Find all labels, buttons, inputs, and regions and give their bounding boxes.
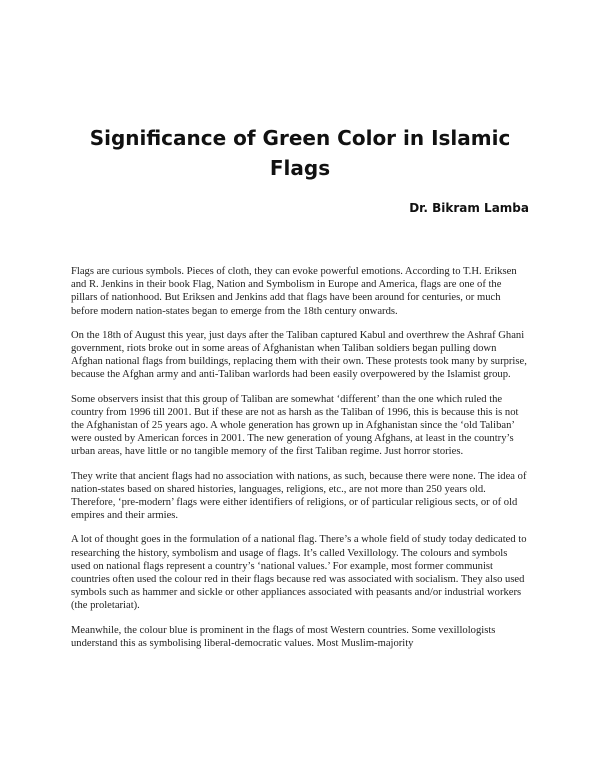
paragraph: Some observers insist that this group of Taliban are somewhat ‘different’ than the one which ruled the country from 1996 till 2001. But if these are not as harsh as the Taliban of 1996, this is because this is not the Afghanistan of 25 years ago. A whole generation has grown up in Afghanistan since the ‘old Taliban’ were ousted by American forces in 2001. The new generation of young Afghans, at least in the country’s urban areas, have little or no tangible memory of the first Taliban regime. Just horror stories. bbox=[71, 393, 519, 458]
author-name: Dr. Bikram Lamba bbox=[409, 201, 529, 215]
document-title: Significance of Green Color in Islamic Flags bbox=[89, 126, 511, 180]
article-body bbox=[71, 265, 529, 661]
paragraph: They write that ancient flags had no association with nations, as such, because there were none. The idea of nation-states based on shared histories, languages, religions, etc., are not more than 250 years old. Therefore, ‘pre-modern’ flags were either identifiers of religions, or of particular religious sects, or of old empires and their armies. bbox=[71, 470, 527, 522]
paragraph: A lot of thought goes in the formulation of a national flag. There’s a whole field of study today dedicated to researching the history, symbolism and usage of flags. It’s called Vexillology. The colours and symbols used on national flags represent a country’s ‘national values.’ For example, most former communist countries often used the colour red in their flags because red was associated with socialism. They also used symbols such as hammer and sickle or other appliances associated with peasants and/or industrial workers (the proletariat). bbox=[71, 534, 527, 612]
paragraph: Meanwhile, the colour blue is prominent in the flags of most Western countries. Some vexillologists understand this as symbolising liberal-democratic values. Most Muslim-majority bbox=[71, 624, 496, 649]
paragraph: Flags are curious symbols. Pieces of cloth, they can evoke powerful emotions. According to T.H. Eriksen and R. Jenkins in their book Flag, Nation and Symbolism in Europe and America, flags are one of the pillars of nationhood. But Eriksen and Jenkins add that flags have been around for centuries, or much before modern nation-states began to emerge from the 18th century onwards. bbox=[71, 266, 517, 317]
paragraph: On the 18th of August this year, just days after the Taliban captured Kabul and overthrew the Ashraf Ghani government, riots broke out in some areas of Afghanistan when Taliban soldiers began pulling down Afghan national flags from buildings, replacing them with their own. These protests took many by surprise, because the Afghan army and anti-Taliban warlords had been easily overpowered by the Islamist group. bbox=[71, 329, 527, 381]
